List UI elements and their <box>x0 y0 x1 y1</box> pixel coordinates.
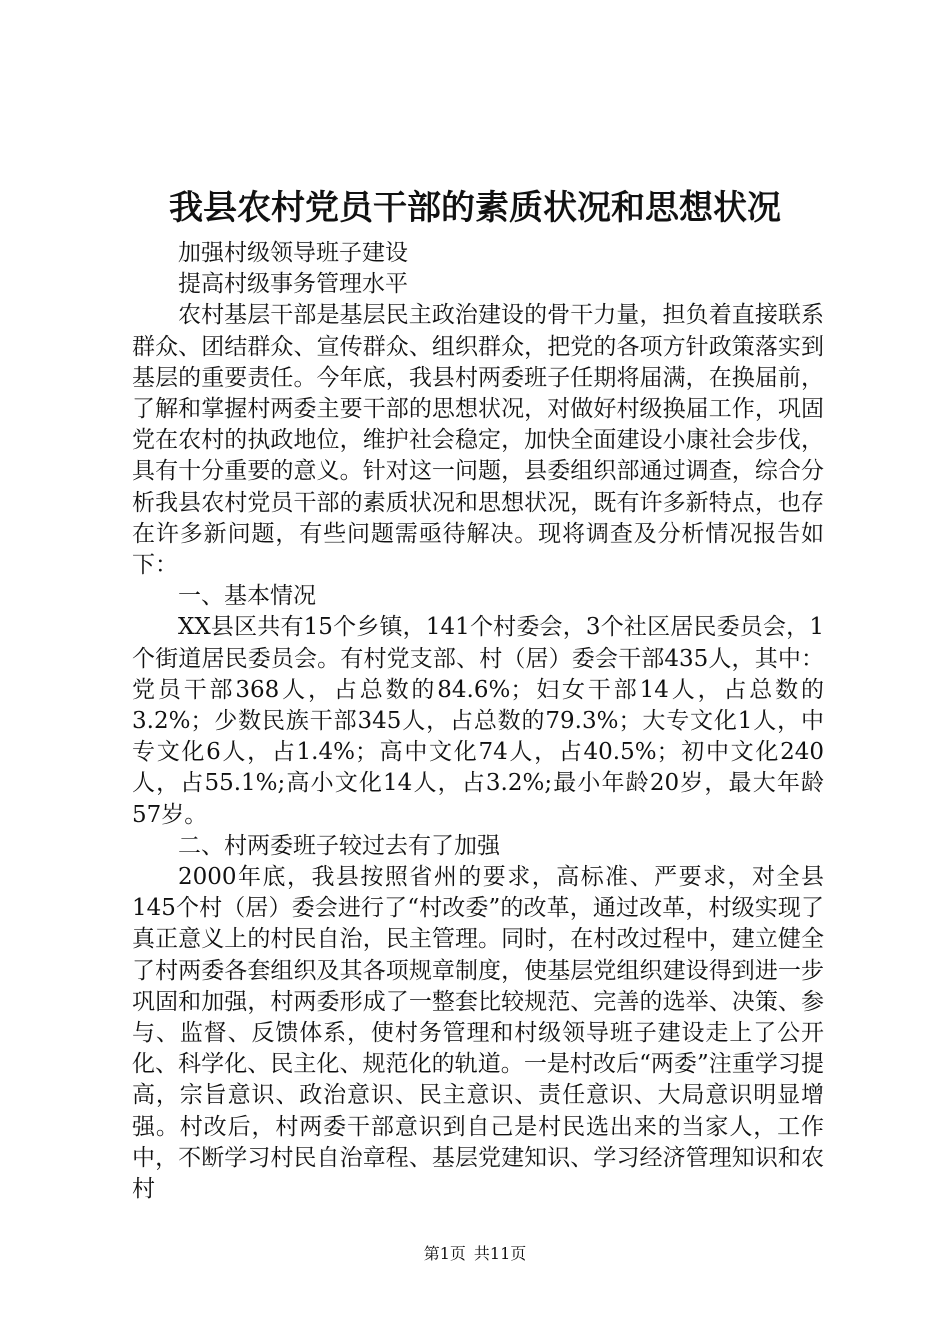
subtitle-line: 加强村级领导班子建设 <box>178 240 408 266</box>
page-number: 第1页 <box>423 1244 466 1263</box>
page-total: 共11页 <box>473 1244 527 1263</box>
section-heading: 一、基本情况 <box>178 583 316 610</box>
document-title: 我县农村党员干部的素质状况和思想状况 <box>169 188 781 228</box>
section-heading: 二、村两委班子较过去有了加强 <box>178 832 500 859</box>
document-body <box>132 238 824 1205</box>
subtitle-line: 提高村级事务管理水平 <box>178 271 408 298</box>
body-paragraph: 2000年底，我县按照省州的要求，高标准、严要求，对全县145个村（居）委会进行了“村改委”的改革，通过改革，村级实现了真正意义上的村民自治，民主管理。同时，在村改过程中，建立健全了村两委各套组织及其各项规章制度，使基层党组织建设得到进一步巩固和加强，村两委形成了一整套比较规范、完善的选举、决策、参与、监督、反馈体系，使村务管理和村级领导班子建设走上了公开化、科学化、民主化、规范化的轨道。一是村改后“两委”注重学习提高，宗旨意识、政治意识、民主意识、责任意识、大局意识明显增强。村改后，村两委干部意识到自己是村民选出来的当家人，工作中，不断学习村民自治章程、基层党建知识、学习经济管理知识和农村 <box>132 864 824 1203</box>
page-footer <box>0 1244 950 1264</box>
body-paragraph: 农村基层干部是基层民主政治建设的骨干力量，担负着直接联系群众、团结群众、宣传群众、组织群众，把党的各项方针政策落实到基层的重要责任。今年底，我县村两委班子任期将届满，在换届前，了解和掌握村两委主要干部的思想状况，对做好村级换届工作，巩固党在农村的执政地位，维护社会稳定，加快全面建设小康社会步伐，具有十分重要的意义。针对这一问题，县委组织部通过调查，综合分析我县农村党员干部的素质状况和思想状况，既有许多新特点，也存在许多新问题，有些问题需亟待解决。现将调查及分析情况报告如下： <box>132 302 824 579</box>
body-paragraph: XX县区共有15个乡镇，141个村委会，3个社区居民委员会，1个街道居民委员会。有村党支部、村（居）委会干部435人，其中：党员干部368人，占总数的84.6%；妇女干部14人，占总数的3.2%；少数民族干部345人，占总数的79.3%；大专文化1人，中专文化6人，占1.4%；高中文化74人，占40.5%；初中文化240人，占55.1%;高小文化14人，占3.2%;最小年龄20岁，最大年龄57岁。 <box>132 614 824 828</box>
